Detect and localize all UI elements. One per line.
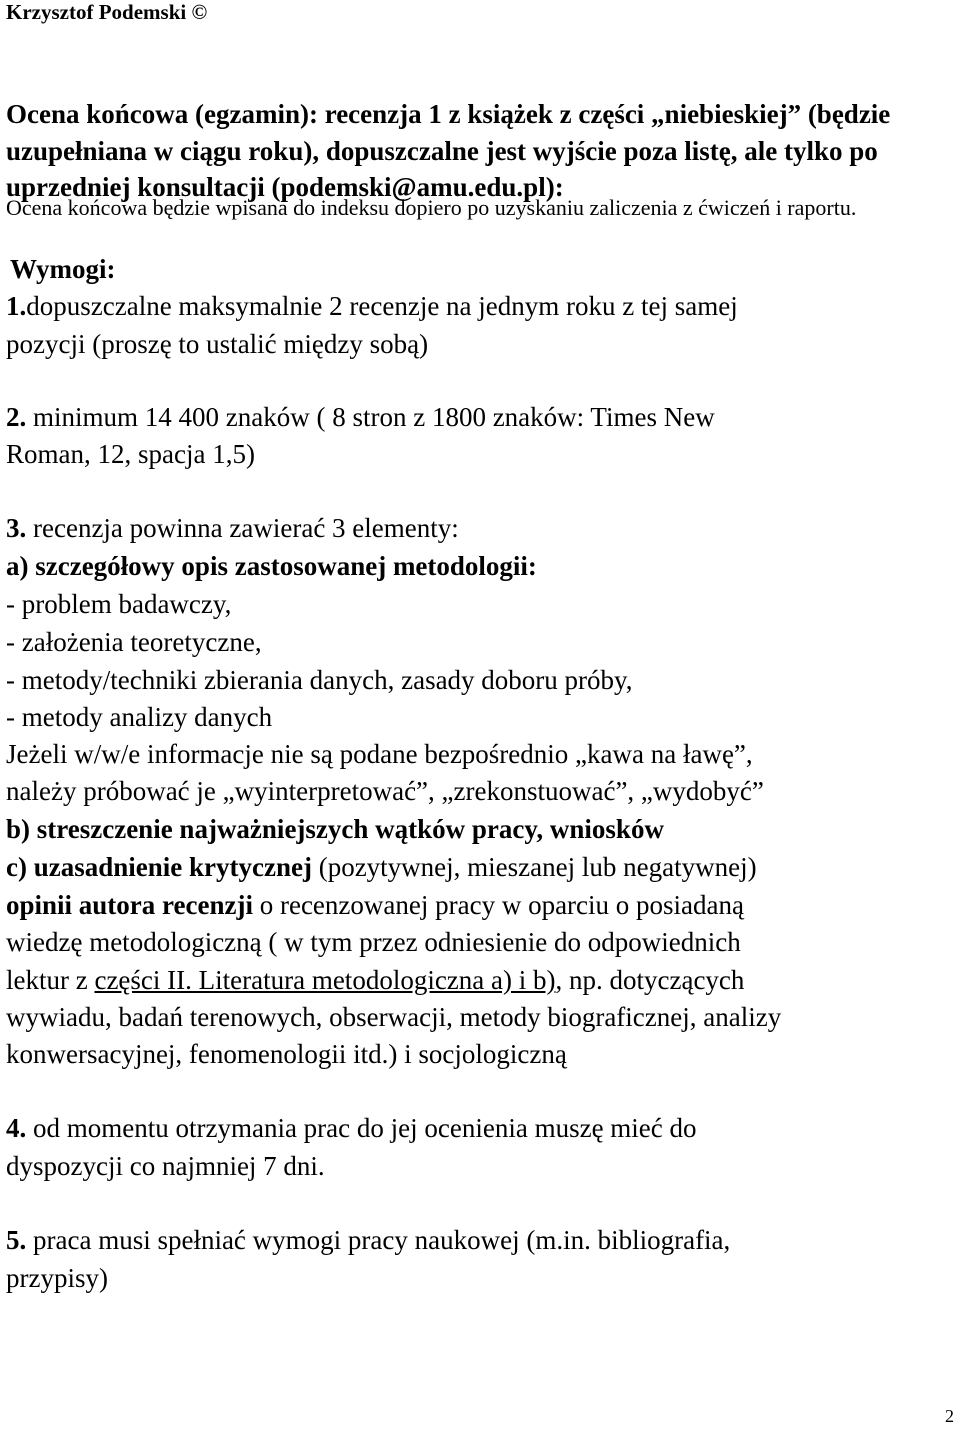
requirement-3-a-item-2: - założenia teoretyczne, [6, 627, 262, 657]
requirement-5-number: 5. [6, 1225, 27, 1255]
requirement-3-c-line-1 [6, 850, 757, 884]
requirement-3-a-item-3: - metody/techniki zbierania danych, zasady doboru próby, [6, 665, 633, 695]
literature-reference-link[interactable]: części II. Literatura metodologiczna a) i b) [94, 965, 556, 995]
author-header: Krzysztof Podemski © [6, 0, 208, 24]
requirement-3-line-1 [6, 511, 459, 545]
requirement-3-a-item-4: - metody analizy danych [6, 702, 273, 732]
requirement-2-line-2: Roman, 12, spacja 1,5) [6, 439, 255, 469]
requirement-3-number: 3. [6, 513, 27, 543]
requirement-3-c2-bold: opinii autora recenzji [6, 890, 253, 920]
requirement-5-line-2: przypisy) [6, 1263, 108, 1293]
requirement-3-a-note-2: należy próbować je „wyinterpretować”, „zrekonstuować”, „wydobyć” [6, 776, 764, 806]
requirement-1-line-1 [6, 289, 738, 323]
requirement-3-c-line-5: wywiadu, badań terenowych, obserwacji, metody biograficznej, analizy [6, 1002, 782, 1032]
requirement-3-c-rest: (pozytywnej, mieszanej lub negatywnej) [311, 852, 757, 882]
requirement-3-a-note-1: Jeżeli w/w/e informacje nie są podane bezpośrednio „kawa na ławę”, [6, 739, 753, 769]
requirement-3-a-heading: a) szczegółowy opis zastosowanej metodologii: [6, 551, 537, 581]
page-number: 2 [945, 1406, 954, 1426]
requirement-3-c-line-4 [6, 963, 744, 997]
requirement-5-text: praca musi spełniać wymogi pracy naukowej (m.in. bibliografia, [26, 1225, 731, 1255]
requirement-3-c-bold: c) uzasadnienie krytycznej [6, 852, 312, 882]
requirement-1-line-2: pozycji (proszę to ustalić między sobą) [6, 329, 429, 359]
requirement-2-text: minimum 14 400 znaków ( 8 stron z 1800 znaków: Times New [26, 402, 715, 432]
requirement-3-c-line-6: konwersacyjnej, fenomenologii itd.) i socjologiczną [6, 1039, 567, 1069]
requirement-3-b: b) streszczenie najważniejszych wątków pracy, wniosków [6, 814, 664, 844]
requirement-3-c4-post: , np. dotyczących [555, 965, 745, 995]
intro-line-3: uprzedniej konsultacji (podemski@amu.edu.pl): [6, 172, 564, 202]
intro-line-2: uzupełniana w ciągu roku), dopuszczalne jest wyjście poza listę, ale tylko po [6, 136, 878, 166]
requirement-4-line-2: dyspozycji co najmniej 7 dni. [6, 1151, 325, 1181]
requirement-3-c2-rest: o recenzowanej pracy w oparciu o posiadaną [252, 890, 744, 920]
requirements-title: Wymogi: [10, 254, 116, 284]
requirement-2-number: 2. [6, 402, 27, 432]
requirement-3-c-line-2 [6, 888, 744, 922]
requirement-3-c-line-3: wiedzę metodologiczną ( w tym przez odniesienie do odpowiednich [6, 927, 741, 957]
requirement-4-number: 4. [6, 1113, 27, 1143]
requirement-1-text: dopuszczalne maksymalnie 2 recenzje na jednym roku z tej samej [26, 291, 738, 321]
requirement-1-number: 1. [6, 291, 27, 321]
requirement-3-c4-pre: lektur z [6, 965, 95, 995]
intro-line-1: Ocena końcowa (egzamin): recenzja 1 z książek z części „niebieskiej” (będzie [6, 99, 891, 129]
requirement-4-line-1 [6, 1111, 697, 1145]
requirement-3-a-item-1: - problem badawczy, [6, 589, 232, 619]
requirement-4-text: od momentu otrzymania prac do jej ocenienia muszę mieć do [26, 1113, 697, 1143]
grade-note: Ocena końcowa będzie wpisana do indeksu dopiero po uzyskaniu zaliczenia z ćwiczeń i raportu. [6, 195, 857, 220]
requirement-5-line-1 [6, 1223, 730, 1257]
requirement-2-line-1 [6, 400, 715, 434]
requirement-3-text: recenzja powinna zawierać 3 elementy: [26, 513, 459, 543]
